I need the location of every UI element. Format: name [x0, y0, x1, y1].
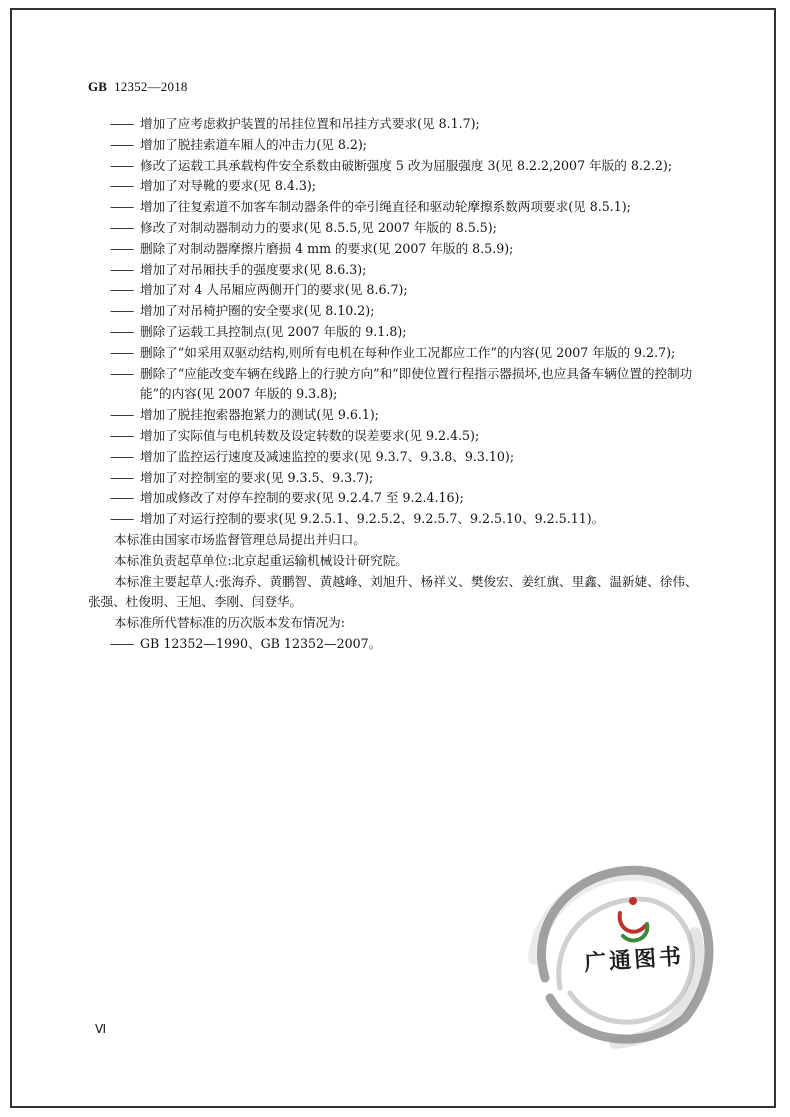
change-item: [88, 405, 700, 426]
change-item: [88, 447, 700, 468]
change-item: [88, 488, 700, 509]
dash-marker: ——: [110, 178, 134, 194]
change-item: [88, 364, 700, 406]
change-item-text: 增加了往复索道不加客车制动器条件的牵引绳直径和驱动轮摩擦系数两项要求(见 8.5.1);: [140, 199, 631, 215]
dash-marker: ——: [110, 365, 134, 381]
change-item-text: 增加了对导靴的要求(见 8.4.3);: [140, 178, 317, 194]
standard-prefix: GB: [88, 79, 108, 94]
change-item: [88, 218, 700, 239]
change-item: [88, 260, 700, 281]
change-item-text: 增加了监控运行速度及减速监控的要求(见 9.3.7、9.3.8、9.3.10);: [140, 448, 515, 464]
proposer-paragraph: 本标准由国家市场监督管理总局提出并归口。: [114, 531, 366, 547]
dash-marker: ——: [110, 490, 134, 506]
dash-marker: ——: [110, 469, 134, 485]
page-number: Ⅵ: [95, 1022, 107, 1036]
dash-marker: ——: [110, 427, 134, 443]
change-item-text: 删除了对制动器摩擦片磨损 4 mm 的要求(见 2007 年版的 8.5.9);: [140, 240, 514, 256]
change-item-text: 删除了运载工具控制点(见 2007 年版的 9.1.8);: [140, 323, 407, 339]
change-item-text: 修改了运载工具承载构件安全系数由破断强度 5 改为屈服强度 3(见 8.2.2,2007 年版的 8.2.2);: [140, 157, 673, 173]
change-item-text: 删除了“应能改变车辆在线路上的行驶方向”和“即使位置行程指示器损坏,也应具备车辆位置的控制功能”的内容(见 2007 年版的 9.3.8);: [140, 365, 693, 402]
publisher-logo-text: 广通图书: [583, 943, 685, 977]
change-item-text: 增加了对吊椅护圈的安全要求(见 8.10.2);: [140, 303, 375, 319]
change-item: [88, 343, 700, 364]
change-item-text: 删除了“如采用双驱动结构,则所有电机在每种作业工况都应工作”的内容(见 2007 年版的 9.2.7);: [140, 344, 676, 360]
dash-marker: ——: [110, 157, 134, 173]
history-item: [88, 634, 700, 655]
dash-marker: ——: [110, 511, 134, 527]
standard-header: [88, 79, 188, 95]
change-item-text: 增加了应考虑救护装置的吊挂位置和吊挂方式要求(见 8.1.7);: [140, 116, 480, 131]
dash-marker: ——: [110, 240, 134, 256]
dash-marker: ——: [110, 219, 134, 235]
dash-marker: ——: [110, 261, 134, 277]
change-item-text: 修改了对制动器制动力的要求(见 8.5.5,见 2007 年版的 8.5.5);: [140, 219, 497, 235]
standard-number: 12352—2018: [114, 79, 188, 94]
change-item-text: 增加或修改了对停车控制的要求(见 9.2.4.7 至 9.2.4.16);: [140, 490, 464, 506]
change-item: [88, 468, 700, 489]
drafters-paragraph: 本标准主要起草人:张海乔、黄鹏智、黄越峰、刘旭升、杨祥义、樊俊宏、姜红旗、里鑫、温新婕、徐伟、张强、杜俊明、王旭、李刚、闫登华。: [88, 573, 698, 610]
change-item-text: 增加了对 4 人吊厢应两侧开门的要求(见 8.6.7);: [140, 282, 408, 298]
dash-marker: ——: [110, 635, 134, 651]
dash-marker: ——: [110, 116, 134, 131]
change-item: [88, 197, 700, 218]
change-item: [88, 114, 700, 135]
document-body: [88, 114, 700, 655]
change-list: [88, 114, 700, 530]
dash-marker: ——: [110, 282, 134, 298]
history-item-text: GB 12352—1990、GB 12352—2007。: [140, 635, 382, 651]
dash-marker: ——: [110, 407, 134, 423]
logo-emblem-icon: [620, 897, 648, 940]
history-intro-paragraph: 本标准所代替标准的历次版本发布情况为:: [114, 615, 345, 631]
dash-marker: ——: [110, 136, 134, 152]
change-item: [88, 135, 700, 156]
change-item: [88, 156, 700, 177]
change-item-text: 增加了对吊厢扶手的强度要求(见 8.6.3);: [140, 261, 367, 277]
change-item: [88, 239, 700, 260]
dash-marker: ——: [110, 199, 134, 215]
change-item-text: 增加了对运行控制的要求(见 9.2.5.1、9.2.5.2、9.2.5.7、9.2.5.10、9.2.5.11)。: [140, 511, 605, 527]
dash-marker: ——: [110, 323, 134, 339]
drafting-unit-paragraph: 本标准负责起草单位:北京起重运输机械设计研究院。: [114, 552, 408, 568]
dash-marker: ——: [110, 303, 134, 319]
change-item: [88, 322, 700, 343]
dash-marker: ——: [110, 344, 134, 360]
change-item: [88, 509, 700, 530]
change-item-text: 增加了对控制室的要求(见 9.3.5、9.3.7);: [140, 469, 374, 485]
change-item: [88, 426, 700, 447]
dash-marker: ——: [110, 448, 134, 464]
change-item: [88, 280, 700, 301]
change-item-text: 增加了实际值与电机转数及设定转数的误差要求(见 9.2.4.5);: [140, 427, 480, 443]
change-item: [88, 301, 700, 322]
change-item: [88, 176, 700, 197]
change-item-text: 增加了脱挂抱索器抱紧力的测试(见 9.6.1);: [140, 407, 380, 423]
change-item-text: 增加了脱挂索道车厢人的冲击力(见 8.2);: [140, 136, 368, 152]
